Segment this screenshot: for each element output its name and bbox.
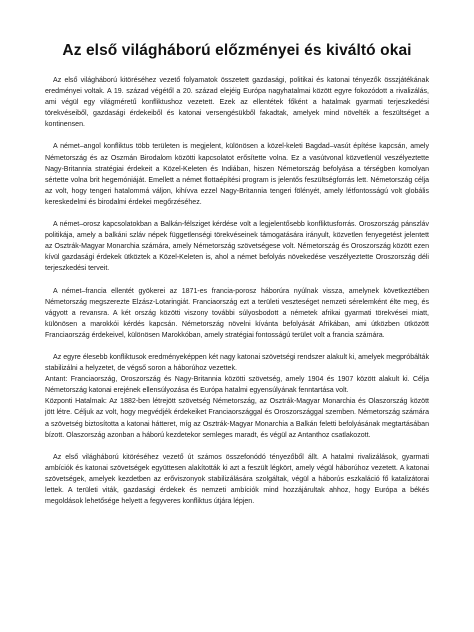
- paragraph-german-french: A német–francia ellentét gyökerei az 1871-es francia-porosz háborúra nyúlnak vissza, amelynek következtében Németország megszerezte Elzász-Lotaringiát. Franciaország ezt a területi veszteséget nemzeti sérelemként élte meg, és vágyott a revansra. A két ország közötti viszony további súlyosbodott a németek afrikai gyarmati törekvései miatt, különösen a marokkói kérdés kapcsán. Németország növelni kívánta befolyását Afrikában, ami útközben ütközött Franciaország érdekeivel, különösen Marokkóban, amely stratégiai fontosságú terület volt a francia számára.: [45, 287, 429, 339]
- paragraph-intro: Az első világháború kitöréséhez vezető folyamatok összetett gazdasági, politikai és katonai tényezők összjátékának eredményei voltak. A 19. század végétől a 20. század elejéig Európa nagyhatalmai között egyre fokozódott a rivalizálás, ami végül egy világméretű konfliktushoz vezetett. Ezek az ellentétek főként a hatalmak gyarmati terjeszkedési törekvéseiből, gazdasági érdekeiből és katonai versengésükből fakadtak, amelyek mind növelték a feszültséget a kontinensen.: [45, 77, 429, 129]
- alliance-section: [45, 352, 429, 441]
- paragraph-german-british: A német–angol konfliktus több területen is megjelent, különösen a közel-keleti Bagdad–vasút építése kapcsán, amely Németország és az Oszmán Birodalom közötti kapcsolatot erősítette volna. Ez a vasútvonal közvetlenül veszélyeztette Nagy-Britannia stratégiai érdekeit a Közel-Keleten és Indiában, hiszen Németország befolyása a térségben komolyan sértette volna brit hegemóniáját. Emellett a német flottaépítési program is jelentős feszültségforrás lett. Németország célja az volt, hogy tengeri hatalommá váljon, kihívva ezzel Nagy-Britannia tengeri fölényét, amely létfontosságú volt globális kereskedelmi és birodalmi érdekei megőrzéséhez.: [45, 143, 429, 206]
- alliance-intro: Az egyre élesebb konfliktusok eredményeképpen két nagy katonai szövetségi rendszer alakult ki, amelyek megpróbálták stabilizálni a helyzetet, de végső soron a háborúhoz vezettek.: [45, 353, 429, 373]
- document-title: Az első világháború előzményei és kiváltó okai: [62, 42, 412, 59]
- alliance-antant: Antant: Franciaország, Oroszország és Nagy-Britannia közötti szövetség, amely 1904 és 1907 között alakult ki. Célja Németország katonai erejének ellensúlyozása és Európa hatalmi egyensúlyának fenntartása volt.: [45, 376, 429, 395]
- alliance-central-powers: Központi Hatalmak: Az 1882-ben létrejött szövetség Németország, az Osztrák-Magyar Monarchia és Olaszország között jött létre. Céljuk az volt, hogy megvédjék érdekeiket Franciaországgal és Oroszországgal szemben. Németország számára a szövetség biztosította a katonai hátteret, míg az Osztrák-Magyar Monarchia a Balkán feletti befolyásának megtartásában bízott. Olaszország azonban a háború kezdetekor semleges maradt, és végül az Antanthoz csatlakozott.: [45, 398, 429, 439]
- paragraph-german-russian: A német–orosz kapcsolatokban a Balkán-félsziget kérdése volt a legjelentősebb konfliktusforrás. Oroszország pánszláv politikája, amely a balkáni szláv népek függetlenségi törekvéseinek támogatására irányult, közvetlen fenyegetést jelentett az Osztrák-Magyar Monarchia számára, amely Németország szövetségese volt. Németország és Oroszország között ezen kívül gazdasági érdekek ütköztek a Közel-Keleten is, ahol a német befolyás növekedése veszélyeztette Oroszország déli terjeszkedési terveit.: [45, 221, 429, 273]
- paragraph-closing: Az első világháború kitöréséhez vezető út számos összefonódó tényezőből állt. A hatalmi rivalizálások, gyarmati ambíciók és katonai szövetségek együttesen alakították ki azt a feszült légkört, amely végül háborúhoz vezetett. A katonai szövetségek, amelyek kezdetben az erőviszonyok stabilizálására szolgáltak, végül a háborús eszkaláció fő katalizátorai lettek. A területi viták, gazdasági érdekek és nemzeti ambíciók mind hozzájárultak ahhoz, hogy Európa a békés megoldások lehetősége helyett a fegyveres konfliktus útjára lépjen.: [45, 453, 429, 506]
